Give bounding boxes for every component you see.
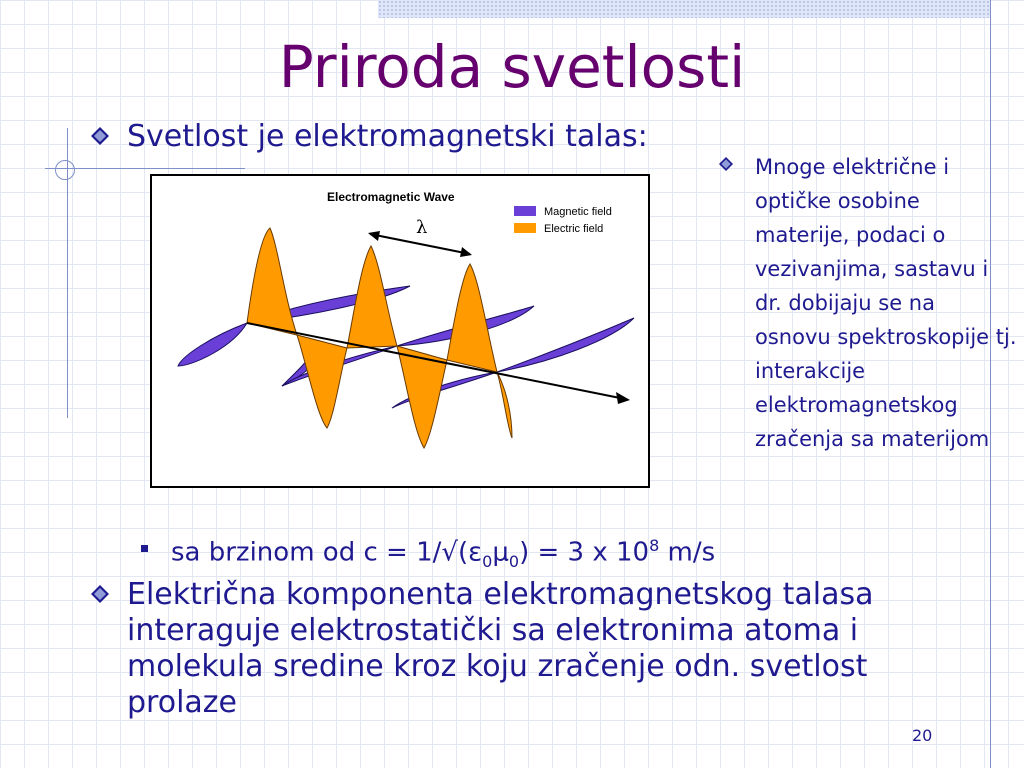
- electric-lobe: [297, 335, 347, 428]
- legend-swatch-electric: [514, 223, 536, 233]
- slide-title: Priroda svetlosti: [278, 33, 746, 101]
- bullet-text-1: Svetlost je elektromagnetski talas:: [127, 119, 648, 154]
- speed-of-light-text: sa brzinom od $c = 1/√(\varepsilon_0\mu_0) = 3$ x $10^8$ m/s: [171, 536, 716, 571]
- decor-circle: [55, 160, 75, 180]
- diamond-bullet-icon: [91, 127, 109, 145]
- electric-lobe: [247, 228, 297, 335]
- top-decor-band: [378, 0, 990, 18]
- diamond-bullet-icon: [91, 585, 109, 603]
- wavelength-arrowhead-left-icon: [368, 231, 380, 241]
- side-note-text: Mnoge električne i optičke osobine materije, podaci o vezivanjima, sastavu i dr. dobijaju se na osnovu spektroskopije tj. interakcije elektromagnetskog zračenja sa materijom: [755, 155, 1017, 451]
- magnetic-lobe: [178, 323, 247, 366]
- magnetic-lobe: [497, 318, 634, 372]
- page-number: 20: [912, 726, 933, 745]
- wavelength-symbol: λ: [416, 217, 428, 238]
- left-horizontal-line: [45, 168, 245, 169]
- em-wave-figure: [150, 174, 650, 488]
- em-wave-diagram: [152, 176, 648, 486]
- legend-label-magnetic: Magnetic field: [544, 206, 612, 218]
- figure-title: Electromagnetic Wave: [327, 190, 455, 204]
- legend-label-electric: Electric field: [544, 223, 604, 235]
- legend-swatch-magnetic: [514, 206, 536, 216]
- wavelength-arrowhead-right-icon: [460, 247, 472, 257]
- bullet-text-2: Električna komponenta elektromagnetskog talasa interaguje elektrostatički sa elektronima atoma i molekula sredine kroz koju zračenje odn. svetlost prolaze: [127, 577, 874, 720]
- square-bullet-icon: [141, 545, 148, 552]
- diamond-bullet-icon: [719, 157, 733, 171]
- electric-lobe: [447, 264, 497, 372]
- electric-lobe: [497, 372, 512, 438]
- axis-arrowhead-icon: [616, 392, 630, 404]
